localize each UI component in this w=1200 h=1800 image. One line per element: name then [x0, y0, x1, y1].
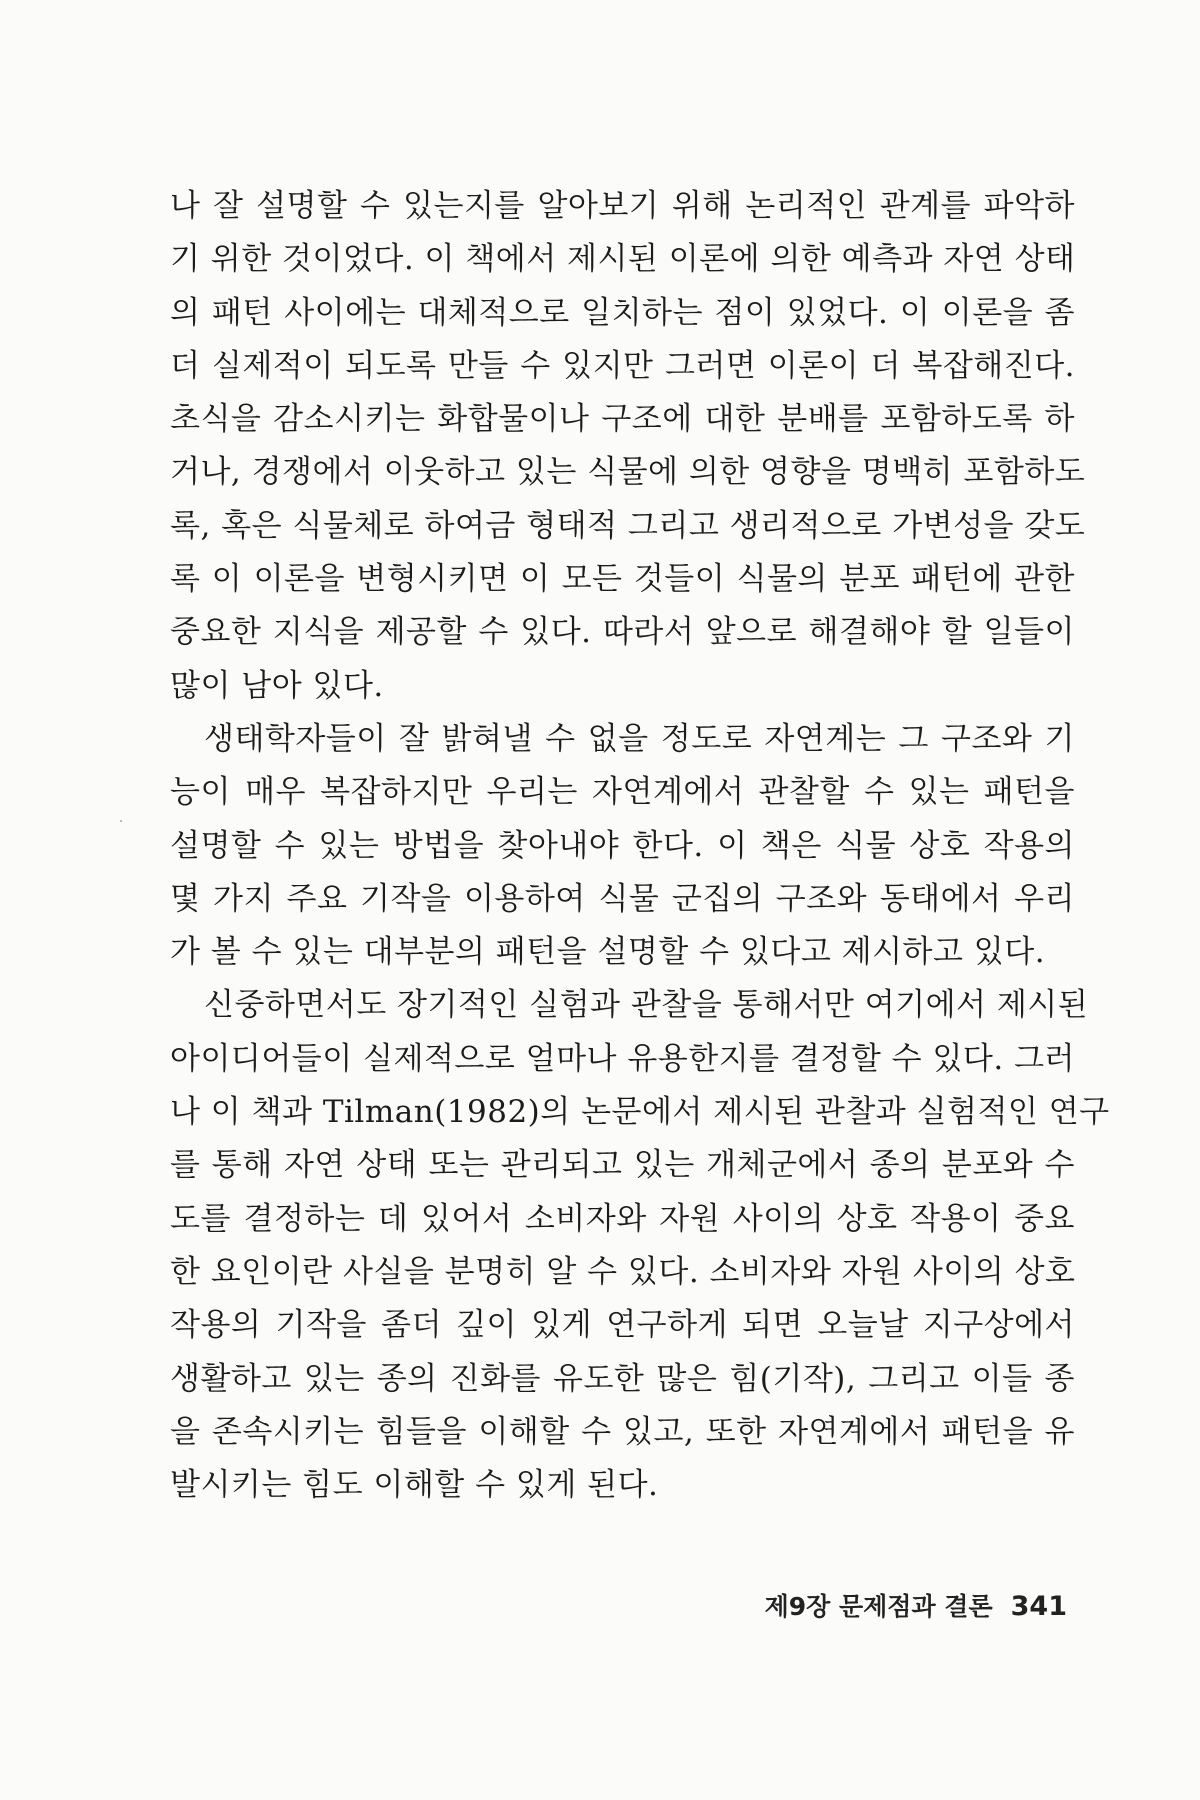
text-line: 한 요인이란 사실을 분명히 알 수 있다. 소비자와 자원 사이의 상호	[170, 1253, 1076, 1290]
text-line: 의 패턴 사이에는 대체적으로 일치하는 점이 있었다. 이 이론을 좀	[170, 294, 1075, 331]
paragraph-1	[170, 180, 1086, 713]
text-line: 록, 혹은 식물체로 하여금 형태적 그리고 생리적으로 가변성을 갖도	[170, 507, 1086, 544]
text-line: 생활하고 있는 종의 진화를 유도한 많은 힘(기작), 그리고 이들 종	[170, 1360, 1075, 1397]
text-line: 기 위한 것이었다. 이 책에서 제시된 이론에 의한 예측과 자연 상태	[170, 241, 1076, 278]
running-footer	[765, 1587, 1067, 1623]
paragraph-2	[170, 713, 1075, 979]
text-line: 가 볼 수 있는 대부분의 패턴을 설명할 수 있다고 제시하고 있다.	[170, 934, 1046, 971]
text-line: 능이 매우 복잡하지만 우리는 자연계에서 관찰할 수 있는 패턴을	[170, 774, 1075, 811]
text-line: 더 실제적이 되도록 만들 수 있지만 그러면 이론이 더 복잡해진다.	[170, 347, 1075, 384]
text-line: 도를 결정하는 데 있어서 소비자와 자원 사이의 상호 작용이 중요	[170, 1200, 1075, 1237]
text-line: 을 존속시키는 힘들을 이해할 수 있고, 또한 자연계에서 패턴을 유	[170, 1413, 1075, 1450]
text-line: 아이디어들이 실제적으로 얼마나 유용한지를 결정할 수 있다. 그러	[170, 1040, 1075, 1077]
text-line: 나 잘 설명할 수 있는지를 알아보기 위해 논리적인 관계를 파악하	[170, 188, 1075, 224]
text-line: 많이 남아 있다.	[170, 667, 384, 704]
text-line: 작용의 기작을 좀더 깊이 있게 연구하게 되면 오늘날 지구상에서	[170, 1307, 1075, 1344]
text-line: 신중하면서도 장기적인 실험과 관찰을 통해서만 여기에서 제시된	[204, 987, 1089, 1024]
text-line: 를 통해 자연 상태 또는 관리되고 있는 개체군에서 종의 분포와 수	[170, 1147, 1075, 1184]
body-text	[170, 180, 1110, 1512]
chapter-title: 제9장 문제점과 결론	[764, 1592, 993, 1621]
text-line: 발시키는 힘도 이해할 수 있게 된다.	[170, 1467, 659, 1504]
page-number: 341	[1010, 1591, 1067, 1622]
text-line: 생태학자들이 잘 밝혀낼 수 없을 정도로 자연계는 그 구조와 기	[204, 720, 1075, 757]
text-line: 초식을 감소시키는 화합물이나 구조에 대한 분배를 포함하도록 하	[170, 401, 1075, 438]
paragraph-3	[170, 979, 1110, 1512]
text-line: 나 이 책과 Tilman(1982)의 논문에서 제시된 관찰과 실험적인 연구	[170, 1094, 1110, 1131]
text-line: 거나, 경쟁에서 이웃하고 있는 식물에 의한 영향을 명백히 포함하도	[170, 454, 1086, 491]
text-line: 중요한 지식을 제공할 수 있다. 따라서 앞으로 해결해야 할 일들이	[170, 614, 1075, 651]
text-line: 설명할 수 있는 방법을 찾아내야 한다. 이 책은 식물 상호 작용의	[170, 827, 1075, 864]
text-line: 록 이 이론을 변형시키면 이 모든 것들이 식물의 분포 패턴에 관한	[170, 561, 1075, 598]
text-line: 몇 가지 주요 기작을 이용하여 식물 군집의 구조와 동태에서 우리	[170, 880, 1075, 917]
margin-mark	[120, 820, 122, 822]
